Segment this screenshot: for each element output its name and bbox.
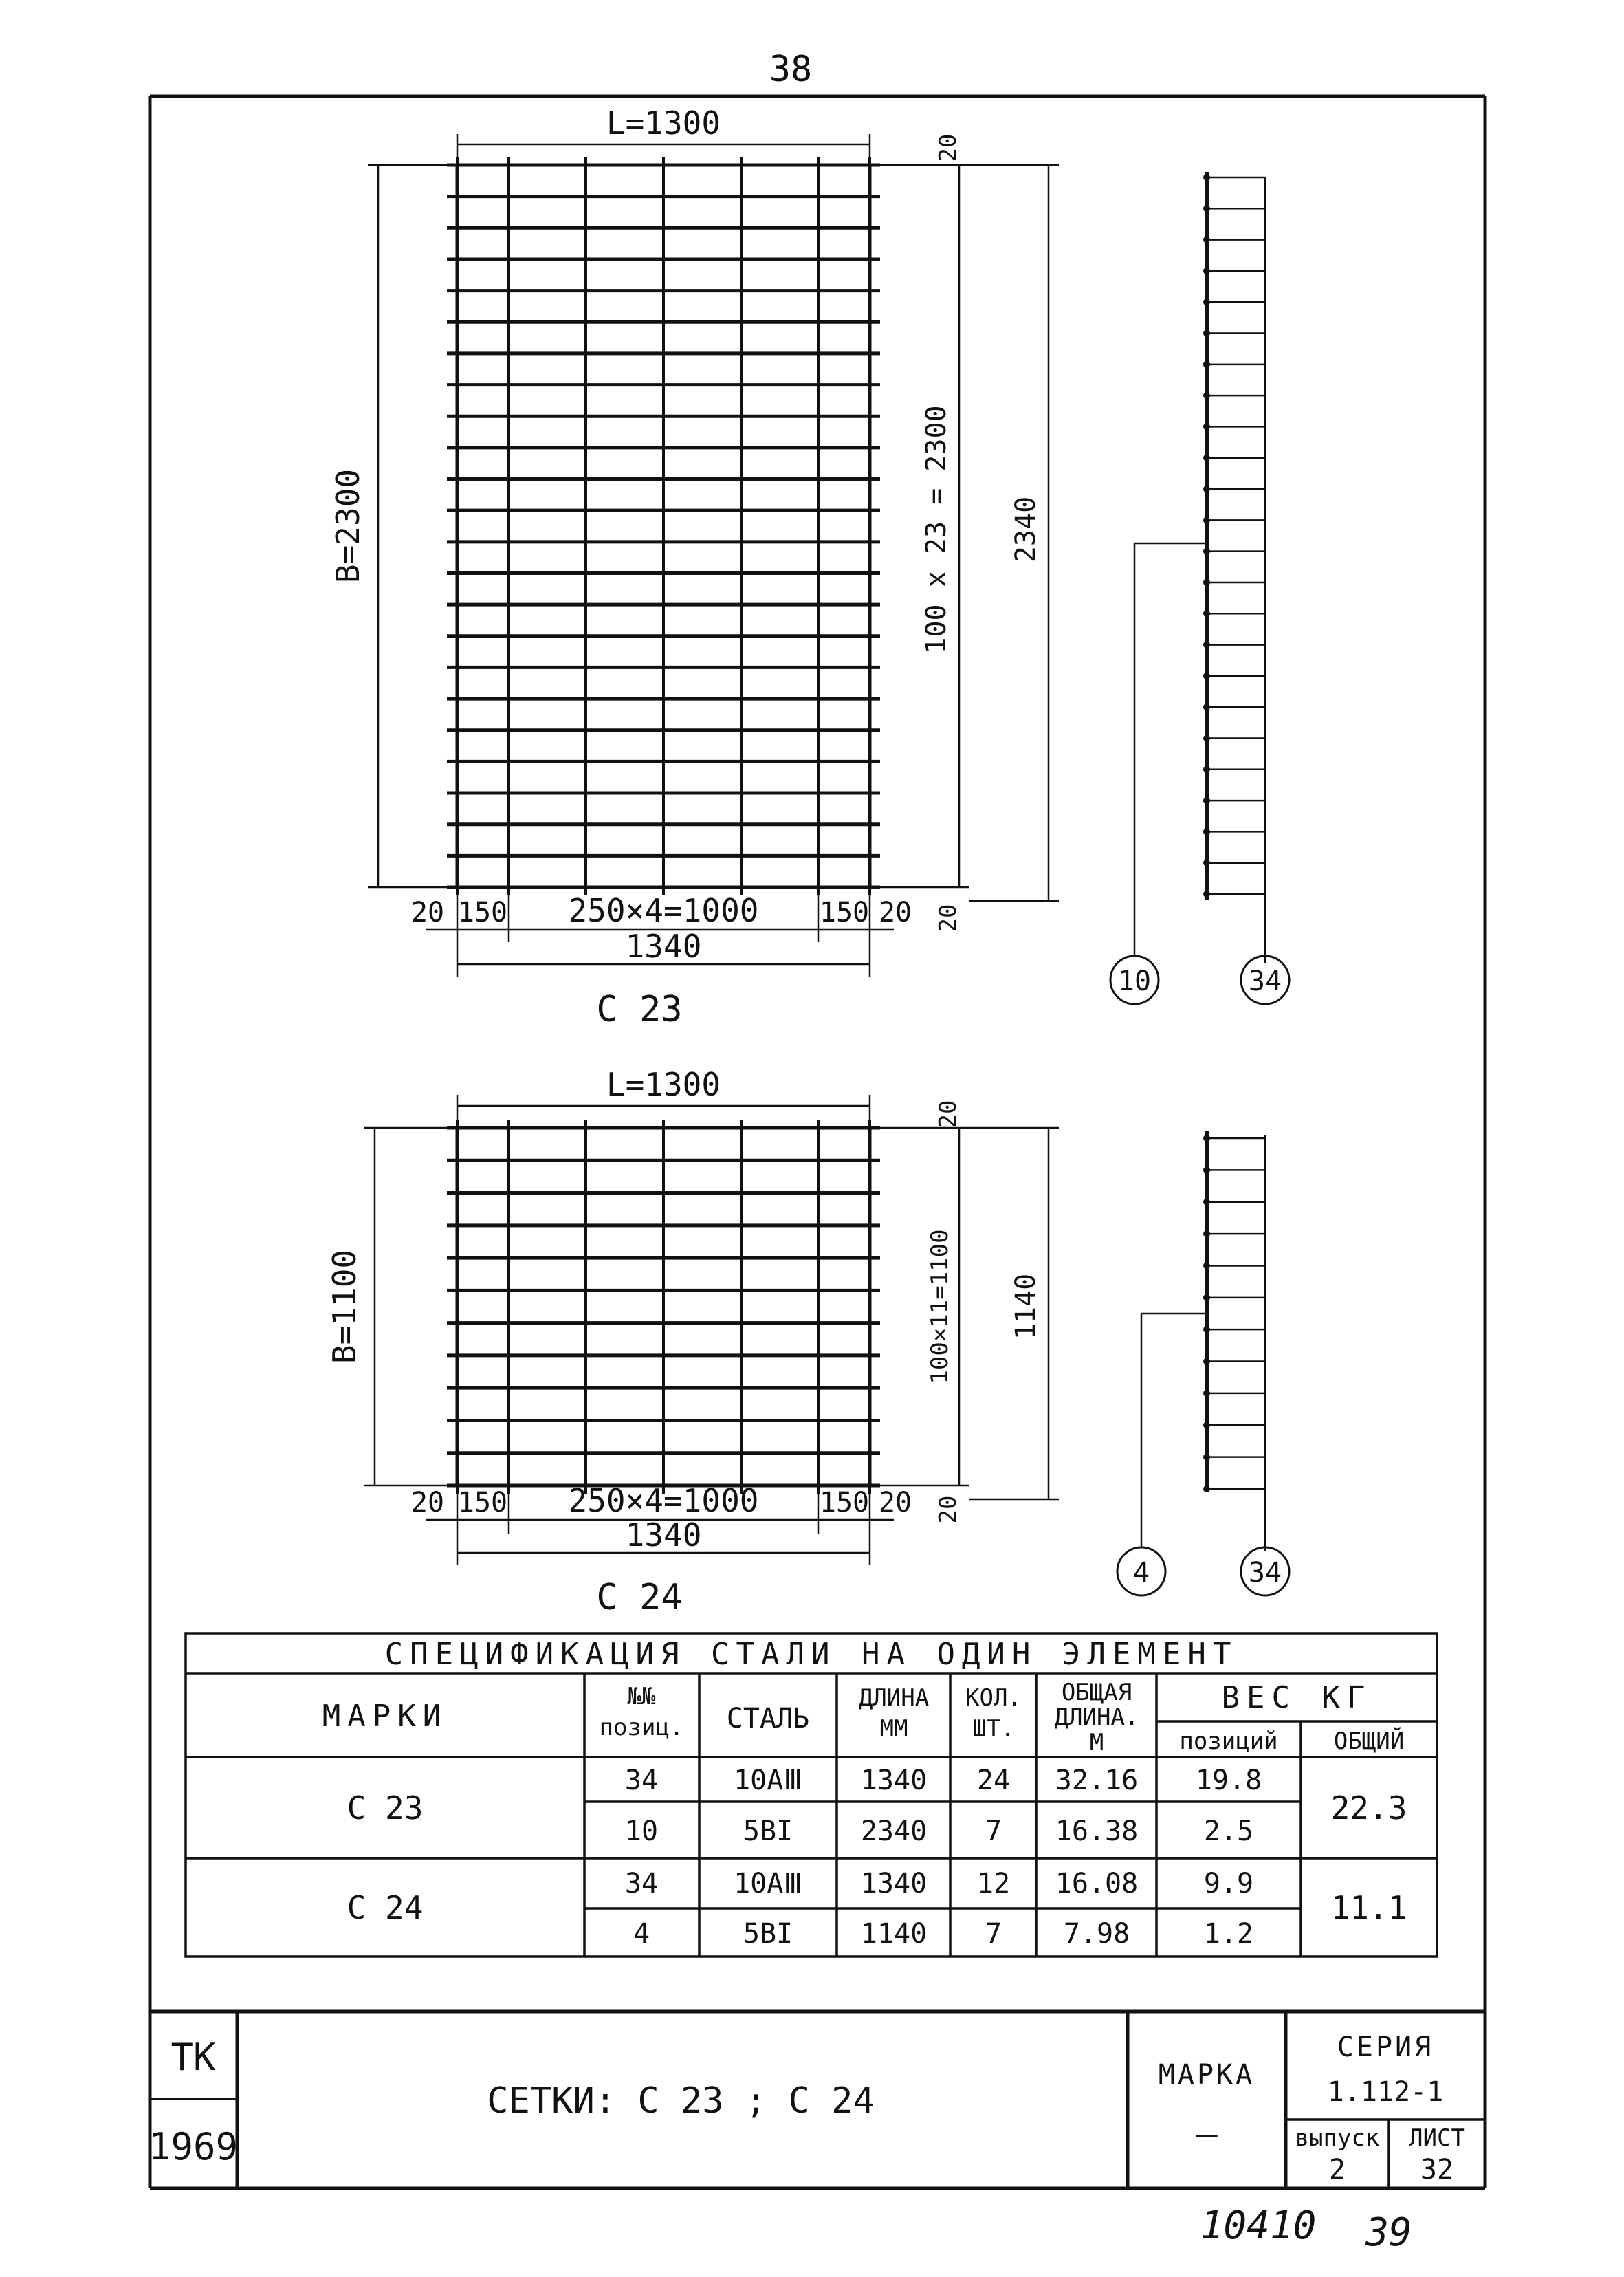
cell-pos: 4 — [633, 1918, 650, 1950]
cell-length: 2340 — [860, 1816, 928, 1847]
hdr-qty-2: ШТ. — [972, 1715, 1015, 1743]
rod-dot — [1203, 891, 1210, 897]
c23-dim-part-2: 150 — [457, 897, 508, 928]
cell-pos: 34 — [624, 1868, 659, 1899]
cell-qty: 12 — [976, 1868, 1011, 1899]
c24-dim-part-2: 150 — [457, 1487, 508, 1518]
issue-label: выпуск — [1295, 2124, 1380, 2152]
c24-top-gap: 20 — [934, 1100, 962, 1129]
rod-dot — [1203, 516, 1210, 523]
sheet-label: ЛИСТ — [1409, 2124, 1465, 2152]
sheet-value: 32 — [1420, 2154, 1454, 2186]
rod-dot — [1203, 486, 1210, 492]
rod-dot — [1203, 174, 1210, 181]
rod-dot — [1203, 1199, 1210, 1206]
mark-value: — — [1196, 2113, 1218, 2155]
cell-total-length: 16.38 — [1055, 1816, 1139, 1847]
rod-dot — [1203, 734, 1210, 741]
org-label: ТК — [171, 2036, 216, 2079]
cell-weight: 9.9 — [1203, 1868, 1254, 1899]
c23-dim-part-5: 20 — [878, 897, 912, 928]
rod-dot — [1203, 205, 1210, 212]
year-label: 1969 — [148, 2125, 239, 2168]
rod-dot — [1203, 828, 1210, 835]
dimensions-c23 — [329, 105, 1059, 1030]
group-total-weight: 22.3 — [1330, 1789, 1407, 1827]
c24-spacing-label: 100×11=1100 — [926, 1229, 954, 1384]
rod-dot — [1203, 766, 1210, 773]
rod-dot — [1203, 455, 1210, 461]
cell-length: 1140 — [860, 1918, 928, 1950]
rod-dot — [1203, 642, 1210, 649]
c24-side-view — [1117, 1131, 1289, 1595]
rod-dot — [1203, 1454, 1210, 1461]
table-row — [625, 1765, 1262, 1796]
rod-dot — [1203, 298, 1210, 305]
cell-qty: 24 — [976, 1765, 1011, 1796]
cell-qty: 7 — [985, 1918, 1002, 1950]
title-block — [149, 2012, 1485, 2188]
cell-total-length: 16.08 — [1055, 1868, 1139, 1899]
hdr-marks: МАРКИ — [322, 1699, 448, 1734]
table-row — [625, 1868, 1253, 1899]
cell-weight: 19.8 — [1195, 1765, 1262, 1796]
hdr-qty-1: КОЛ. — [965, 1684, 1022, 1712]
rod-dot — [1203, 1485, 1210, 1492]
cell-weight: 1.2 — [1203, 1918, 1254, 1950]
cell-steel: 5BI — [743, 1918, 793, 1950]
rod-dot — [1203, 392, 1210, 399]
series-label: СЕРИЯ — [1337, 2031, 1434, 2063]
c24-callout-1: 4 — [1132, 1557, 1150, 1589]
c23-callout-1: 10 — [1117, 966, 1152, 997]
rod-dot — [1203, 1135, 1210, 1142]
spec-title: СПЕЦИФИКАЦИЯ СТАЛИ НА ОДИН ЭЛЕМЕНТ — [384, 1637, 1238, 1672]
group-total-weight: 11.1 — [1330, 1889, 1407, 1926]
group-mark: C 23 — [347, 1789, 424, 1827]
page-number: 38 — [769, 49, 813, 90]
cell-pos: 10 — [624, 1816, 659, 1847]
rod-dot — [1203, 423, 1210, 430]
hdr-weight-total: ОБЩИЙ — [1333, 1728, 1405, 1755]
c23-length-label: L=1300 — [606, 105, 721, 142]
rod-dot — [1203, 579, 1210, 586]
c24-dim-part-1: 20 — [410, 1487, 445, 1518]
rod-dot — [1203, 1166, 1210, 1173]
hdr-total-len-3: М — [1089, 1729, 1104, 1756]
c23-total-label: 2340 — [1010, 496, 1042, 563]
c23-side-view — [1110, 172, 1289, 1004]
series-value: 1.112-1 — [1327, 2076, 1444, 2108]
hdr-pos-2: позиц. — [599, 1714, 684, 1741]
c23-spacing-label: 100 x 23 = 2300 — [921, 405, 952, 654]
rod-dot — [1203, 673, 1210, 679]
mark-label: МАРКА — [1158, 2059, 1255, 2091]
cell-total-length: 32.16 — [1055, 1765, 1139, 1796]
c23-dim-part-1: 20 — [410, 897, 445, 928]
mesh-c23 — [447, 157, 880, 895]
rod-dot — [1203, 1262, 1210, 1269]
c23-dim-part-3: 250×4=1000 — [568, 892, 759, 929]
cell-weight: 2.5 — [1203, 1816, 1254, 1847]
rod-dot — [1203, 1230, 1210, 1237]
archive-number: 10410 — [1200, 2203, 1317, 2248]
c24-callout-2: 34 — [1248, 1557, 1282, 1589]
cell-length: 1340 — [860, 1868, 928, 1899]
hdr-pos-1: №№ — [627, 1683, 656, 1710]
rod-dot — [1203, 1421, 1210, 1428]
archive-page: 39 — [1365, 2210, 1412, 2255]
spec-table — [186, 1633, 1437, 1957]
rod-dot — [1203, 237, 1210, 243]
cell-pos: 34 — [624, 1765, 659, 1796]
hdr-length-1: ДЛИНА — [858, 1684, 930, 1712]
rod-dot — [1203, 704, 1210, 710]
hdr-steel: СТАЛЬ — [726, 1703, 810, 1734]
cell-qty: 7 — [985, 1816, 1002, 1847]
c23-bottom-gap: 20 — [934, 904, 962, 933]
mesh-c24 — [447, 1120, 880, 1494]
c23-width-label: B=2300 — [329, 468, 366, 584]
c24-dim-part-3: 250×4=1000 — [568, 1482, 759, 1519]
c24-dim-total: 1340 — [625, 1516, 702, 1554]
c23-top-gap: 20 — [934, 133, 962, 162]
c24-total-label: 1140 — [1010, 1273, 1042, 1340]
hdr-total-len-1: ОБЩАЯ — [1061, 1679, 1132, 1706]
rod-dot — [1203, 361, 1210, 368]
sheet-title: СЕТКИ: C 23 ; C 24 — [487, 2080, 875, 2122]
c23-dim-part-4: 150 — [819, 897, 870, 928]
dimensions-c24 — [326, 1066, 1059, 1618]
rod-dot — [1203, 1294, 1210, 1301]
cell-steel: 10AⅢ — [734, 1765, 802, 1796]
rod-dot — [1203, 1326, 1210, 1333]
c23-callout-2: 34 — [1248, 966, 1282, 997]
cell-length: 1340 — [860, 1765, 928, 1796]
rod-dot — [1203, 797, 1210, 804]
issue-value: 2 — [1328, 2154, 1346, 2186]
rod-dot — [1203, 548, 1210, 555]
hdr-length-2: ММ — [879, 1715, 908, 1743]
c24-dim-part-4: 150 — [819, 1487, 870, 1518]
rod-dot — [1203, 1390, 1210, 1397]
cell-steel: 10AⅢ — [734, 1868, 802, 1899]
rod-dot — [1203, 268, 1210, 274]
c24-width-label: B=1100 — [326, 1249, 363, 1364]
c24-label: C 24 — [596, 1577, 683, 1618]
c23-dim-total: 1340 — [625, 928, 702, 965]
c24-length-label: L=1300 — [606, 1066, 721, 1103]
rod-dot — [1203, 610, 1210, 617]
cell-total-length: 7.98 — [1063, 1918, 1130, 1950]
rod-dot — [1203, 1358, 1210, 1365]
c23-label: C 23 — [596, 989, 683, 1030]
c24-dim-part-5: 20 — [878, 1487, 912, 1518]
hdr-weight-pos: позиций — [1179, 1728, 1278, 1755]
hdr-weight: ВЕС КГ — [1221, 1680, 1372, 1715]
cell-steel: 5BI — [743, 1816, 793, 1847]
hdr-total-len-2: ДЛИНА. — [1054, 1703, 1139, 1731]
group-mark: C 24 — [347, 1889, 424, 1926]
rod-dot — [1203, 860, 1210, 867]
rod-dot — [1203, 330, 1210, 337]
c24-bottom-gap: 20 — [934, 1495, 962, 1524]
table-row — [625, 1816, 1253, 1847]
table-row — [633, 1918, 1253, 1950]
